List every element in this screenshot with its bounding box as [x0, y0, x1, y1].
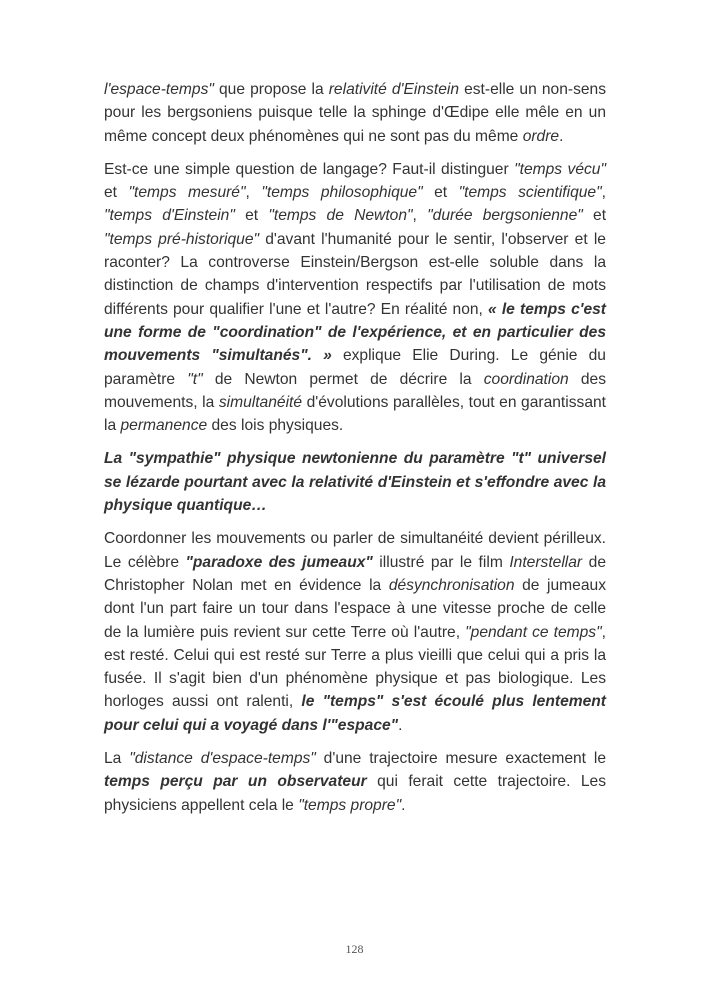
emphasis-italic: permanence	[120, 417, 208, 435]
text-run: et	[104, 184, 129, 202]
text-run: de Newton permet de décrire la	[202, 370, 484, 388]
emphasis-italic: "temps philosophique"	[261, 184, 423, 202]
text-run: La	[104, 750, 130, 768]
text-run: qui ferait cette trajectoire. Les physiciens appellent cela le	[104, 773, 607, 814]
text-run: ,	[412, 207, 428, 225]
text-run: .	[559, 127, 564, 145]
emphasis-italic: "t"	[187, 370, 203, 388]
emphasis-italic: Interstellar	[509, 553, 583, 571]
emphasis-italic: désynchronisation	[388, 576, 515, 594]
paragraph-4	[104, 527, 606, 737]
page-body	[104, 78, 606, 827]
text-run: ,	[245, 184, 262, 202]
emphasis-italic: "durée bergsonienne"	[427, 207, 583, 225]
emphasis-italic: relativité d'Einstein	[328, 81, 460, 98]
emphasis-italic: "temps d'Einstein"	[104, 207, 235, 225]
text-run: ,	[601, 184, 606, 202]
text-run: des mouvements, la	[104, 370, 606, 411]
paragraph-3-highlight	[104, 447, 606, 517]
text-run: de jumeaux dont l'un part faire un tour dans l'espace à une vitesse proche de celle de la lumière puis revient sur cette Terre où l'autre,	[104, 576, 606, 641]
emphasis-bold: "paradoxe des jumeaux"	[185, 553, 373, 571]
emphasis-italic: "temps propre"	[298, 796, 402, 814]
page-number: 128	[345, 942, 364, 956]
text-run: .	[401, 796, 406, 814]
text-run: La "sympathie" physique newtonienne du paramètre "t" universel se lézarde pourtant avec la relativité d'Einstein et s'effondre avec la physique quantique…	[104, 450, 606, 515]
text-run: , est resté. Celui qui est resté sur Terre a plus vieilli que celui qui a pris la fusée. Il s'agit bien d'un phénomène physique et pas biologique. Les horloges aussi ont ralenti,	[104, 623, 606, 711]
text-run: explique Elie During. Le génie du paramètre	[104, 347, 606, 388]
paragraph-1	[104, 78, 606, 148]
emphasis-italic: coordination	[483, 370, 569, 388]
emphasis-italic: "temps de Newton"	[268, 207, 413, 225]
emphasis-italic: "pendant ce temps"	[465, 623, 602, 641]
text-run: est-elle un non-sens pour les bergsoniens puisque telle la sphinge d'Œdipe elle mêle en un même concept deux phénomènes qui ne sont pas du même	[104, 81, 607, 145]
text-run: d'une trajectoire mesure exactement le	[315, 750, 607, 768]
paragraph-2	[104, 158, 606, 438]
emphasis-italic: l'espace-temps"	[104, 81, 214, 98]
emphasis-italic: "temps mesuré"	[128, 184, 246, 202]
emphasis-italic: ordre	[522, 127, 560, 145]
emphasis-italic: "temps vécu"	[514, 160, 606, 178]
text-run: des lois physiques.	[207, 417, 344, 435]
text-run: de Christopher Nolan met en évidence la	[104, 553, 606, 594]
text-run: d'évolutions parallèles, tout en garantissant la	[104, 393, 606, 435]
text-run: et	[422, 184, 459, 202]
text-run: illustré par le film	[372, 553, 510, 571]
text-run: que propose la	[213, 81, 329, 98]
emphasis-bold: temps perçu par un observateur	[104, 773, 367, 791]
emphasis-bold: « le temps c'est une forme de "coordination" de l'expérience, et en particulier des mouvements "simultanés". »	[104, 300, 606, 365]
emphasis-italic: "temps scientifique"	[458, 184, 602, 202]
text-run: et	[234, 207, 269, 225]
text-run: d'avant l'humanité pour le sentir, l'observer et le raconter? La controverse Einstein/Bergson est-elle soluble dans la distinction de champs d'intervention respectifs par l'utilisation de mots différents pour qualifier l'une et l'autre? En réalité non,	[104, 230, 606, 318]
emphasis-italic: "distance d'espace-temps"	[129, 750, 316, 768]
text-run: .	[398, 716, 403, 734]
emphasis-bold: le "temps" s'est écoulé plus lentement pour celui qui a voyagé dans l'"espace"	[104, 693, 606, 734]
text-run: Coordonner les mouvements ou parler de simultanéité devient périlleux. Le célèbre	[104, 530, 606, 571]
emphasis-italic: "temps pré-historique"	[104, 230, 260, 248]
text-run: et	[582, 207, 607, 225]
text-run: Est-ce une simple question de langage? Faut-il distinguer	[104, 160, 515, 178]
paragraph-5	[104, 747, 606, 817]
emphasis-italic: simultanéité	[218, 393, 303, 411]
